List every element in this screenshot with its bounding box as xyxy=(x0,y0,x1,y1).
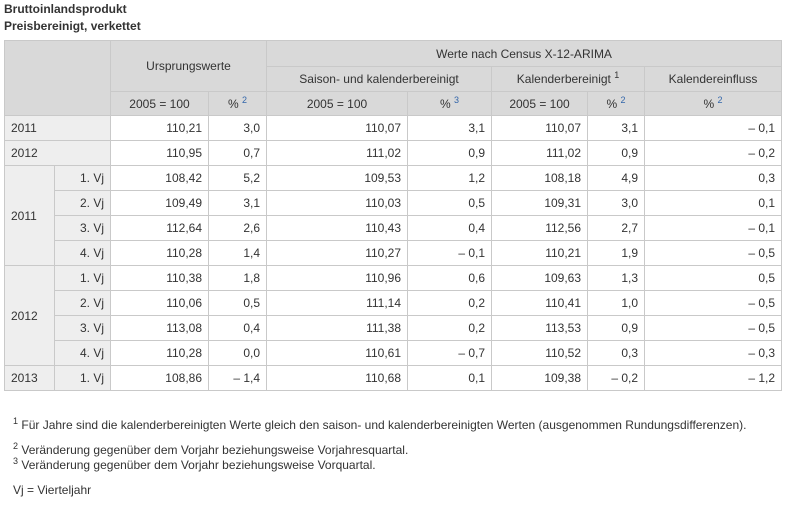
u-index-cell: 113,08 xyxy=(111,316,209,341)
u-index-cell: 110,28 xyxy=(111,241,209,266)
s-index-cell: 109,53 xyxy=(267,166,408,191)
k-index-cell: 110,21 xyxy=(492,241,588,266)
k-pct-cell: 0,9 xyxy=(588,316,645,341)
k-pct-cell: 1,0 xyxy=(588,291,645,316)
u-index-cell: 110,06 xyxy=(111,291,209,316)
table-row xyxy=(5,141,782,166)
s-index-cell: 111,02 xyxy=(267,141,408,166)
table-row xyxy=(5,291,782,316)
k-index-cell: 110,41 xyxy=(492,291,588,316)
u-index-cell: 109,49 xyxy=(111,191,209,216)
u-pct-cell: 2,6 xyxy=(209,216,267,241)
s-pct-cell: 0,2 xyxy=(408,316,492,341)
title-line-2: Preisbereinigt, verkettet xyxy=(4,19,141,33)
u-pct-cell: 5,2 xyxy=(209,166,267,191)
u-index-cell: 108,86 xyxy=(111,366,209,391)
e-pct-cell: 0,1 xyxy=(645,191,782,216)
u-pct-cell: 0,7 xyxy=(209,141,267,166)
header-u-pct: % $^2$ xyxy=(209,92,267,116)
table-row xyxy=(5,266,782,291)
year-cell: 2012 xyxy=(5,266,55,366)
k-pct-cell: – 0,2 xyxy=(588,366,645,391)
header-e-pct: % $^2$ xyxy=(645,92,782,116)
footnote-3: $^3$ Veränderung gegenüber dem Vorjahr beziehungsweise Vorquartal. xyxy=(13,456,376,472)
s-index-cell: 110,43 xyxy=(267,216,408,241)
k-pct-cell: 0,9 xyxy=(588,141,645,166)
u-index-cell: 112,64 xyxy=(111,216,209,241)
u-pct-cell: 0,5 xyxy=(209,291,267,316)
s-index-cell: 110,96 xyxy=(267,266,408,291)
footnotes xyxy=(13,418,746,498)
u-pct-cell: 3,0 xyxy=(209,116,267,141)
table-row xyxy=(5,341,782,366)
header-saison: Saison- und kalenderbereinigt xyxy=(267,67,492,92)
quarter-cell: 1. Vj xyxy=(55,166,111,191)
quarter-cell: 1. Vj xyxy=(55,266,111,291)
s-pct-cell: 3,1 xyxy=(408,116,492,141)
header-row-3 xyxy=(5,92,782,116)
footnote-ref-2[interactable]: 2 xyxy=(242,94,248,105)
table-row xyxy=(5,191,782,216)
table-row xyxy=(5,166,782,191)
header-s-index: 2005 = 100 xyxy=(267,92,408,116)
year-cell: 2011 xyxy=(5,166,55,266)
gdp-table xyxy=(4,40,782,391)
e-pct-cell: – 0,5 xyxy=(645,241,782,266)
k-pct-cell: 1,9 xyxy=(588,241,645,266)
s-index-cell: 110,61 xyxy=(267,341,408,366)
table-row xyxy=(5,366,782,391)
header-u-index: 2005 = 100 xyxy=(111,92,209,116)
k-index-cell: 113,53 xyxy=(492,316,588,341)
footnote-2-text: Veränderung gegenüber dem Vorjahr beziehungsweise Vorjahresquartal. xyxy=(21,443,409,457)
table-row xyxy=(5,241,782,266)
footnote-1: $^1$ Für Jahre sind die kalenderbereinigten Werte gleich den saison- und kalenderbereinigten Werten (ausgenommen Rundungsdifferenzen). xyxy=(13,416,747,432)
footnote-vj: Vj = Vierteljahr xyxy=(13,483,92,497)
s-pct-cell: 1,2 xyxy=(408,166,492,191)
e-pct-cell: – 0,2 xyxy=(645,141,782,166)
table-title xyxy=(4,1,141,35)
s-index-cell: 111,38 xyxy=(267,316,408,341)
s-index-cell: 110,07 xyxy=(267,116,408,141)
u-pct-cell: 0,0 xyxy=(209,341,267,366)
year-cell: 2012 xyxy=(5,141,111,166)
e-pct-cell: – 1,2 xyxy=(645,366,782,391)
u-index-cell: 108,42 xyxy=(111,166,209,191)
header-kalenderbereinigt xyxy=(492,67,645,92)
k-index-cell: 109,63 xyxy=(492,266,588,291)
e-pct-cell: – 0,1 xyxy=(645,216,782,241)
header-ursprungswerte: Ursprungswerte xyxy=(111,41,267,92)
k-index-cell: 112,56 xyxy=(492,216,588,241)
table-row xyxy=(5,116,782,141)
footnote-ref-2[interactable]: 2 xyxy=(620,94,626,105)
s-index-cell: 111,14 xyxy=(267,291,408,316)
u-pct-cell: 1,4 xyxy=(209,241,267,266)
quarter-cell: 2. Vj xyxy=(55,291,111,316)
s-pct-cell: 0,6 xyxy=(408,266,492,291)
u-index-cell: 110,28 xyxy=(111,341,209,366)
s-pct-cell: – 0,1 xyxy=(408,241,492,266)
quarter-cell: 3. Vj xyxy=(55,316,111,341)
u-index-cell: 110,21 xyxy=(111,116,209,141)
header-row-1 xyxy=(5,41,782,67)
k-index-cell: 111,02 xyxy=(492,141,588,166)
e-pct-cell: – 0,5 xyxy=(645,291,782,316)
footnote-1-text: Für Jahre sind die kalenderbereinigten Werte gleich den saison- und kalenderbereinigten Werten (ausgenommen Rundungsdifferenzen). xyxy=(21,418,747,432)
header-census: Werte nach Census X-12-ARIMA xyxy=(267,41,782,67)
k-index-cell: 109,31 xyxy=(492,191,588,216)
s-pct-cell: 0,9 xyxy=(408,141,492,166)
header-kalendereinfluss: Kalendereinfluss xyxy=(645,67,782,92)
u-index-cell: 110,38 xyxy=(111,266,209,291)
k-pct-cell: 0,3 xyxy=(588,341,645,366)
year-cell: 2013 xyxy=(5,366,55,391)
header-k-pct: % $^2$ xyxy=(588,92,645,116)
footnote-2: $^2$ Veränderung gegenüber dem Vorjahr beziehungsweise Vorjahresquartal. xyxy=(13,441,409,457)
quarter-cell: 4. Vj xyxy=(55,341,111,366)
year-cell: 2011 xyxy=(5,116,111,141)
footnote-3-text: Veränderung gegenüber dem Vorjahr beziehungsweise Vorquartal. xyxy=(21,458,376,472)
header-kalender-label: Kalenderbereinigt xyxy=(516,72,611,86)
e-pct-cell: – 0,3 xyxy=(645,341,782,366)
k-pct-cell: 3,0 xyxy=(588,191,645,216)
quarter-cell: 3. Vj xyxy=(55,216,111,241)
title-line-1: Bruttoinlandsprodukt xyxy=(4,2,127,16)
e-pct-cell: – 0,1 xyxy=(645,116,782,141)
table-row xyxy=(5,216,782,241)
table-row xyxy=(5,316,782,341)
footnote-ref-2[interactable]: 2 xyxy=(717,94,723,105)
s-pct-cell: – 0,7 xyxy=(408,341,492,366)
k-index-cell: 110,52 xyxy=(492,341,588,366)
k-pct-cell: 4,9 xyxy=(588,166,645,191)
k-index-cell: 109,38 xyxy=(492,366,588,391)
e-pct-cell: – 0,5 xyxy=(645,316,782,341)
k-pct-cell: 3,1 xyxy=(588,116,645,141)
s-pct-cell: 0,4 xyxy=(408,216,492,241)
u-index-cell: 110,95 xyxy=(111,141,209,166)
k-index-cell: 110,07 xyxy=(492,116,588,141)
k-pct-cell: 1,3 xyxy=(588,266,645,291)
header-corner xyxy=(5,41,111,116)
s-index-cell: 110,27 xyxy=(267,241,408,266)
k-pct-cell: 2,7 xyxy=(588,216,645,241)
k-index-cell: 108,18 xyxy=(492,166,588,191)
footnote-ref-3[interactable]: 3 xyxy=(454,94,460,105)
footnote-ref-1: 1 xyxy=(614,70,620,80)
s-pct-cell: 0,5 xyxy=(408,191,492,216)
quarter-cell: 2. Vj xyxy=(55,191,111,216)
quarter-cell: 1. Vj xyxy=(55,366,111,391)
header-s-pct: % $^3$ xyxy=(408,92,492,116)
e-pct-cell: 0,3 xyxy=(645,166,782,191)
u-pct-cell: – 1,4 xyxy=(209,366,267,391)
s-index-cell: 110,03 xyxy=(267,191,408,216)
u-pct-cell: 0,4 xyxy=(209,316,267,341)
s-pct-cell: 0,1 xyxy=(408,366,492,391)
u-pct-cell: 1,8 xyxy=(209,266,267,291)
header-k-index: 2005 = 100 xyxy=(492,92,588,116)
s-pct-cell: 0,2 xyxy=(408,291,492,316)
e-pct-cell: 0,5 xyxy=(645,266,782,291)
s-index-cell: 110,68 xyxy=(267,366,408,391)
u-pct-cell: 3,1 xyxy=(209,191,267,216)
quarter-cell: 4. Vj xyxy=(55,241,111,266)
